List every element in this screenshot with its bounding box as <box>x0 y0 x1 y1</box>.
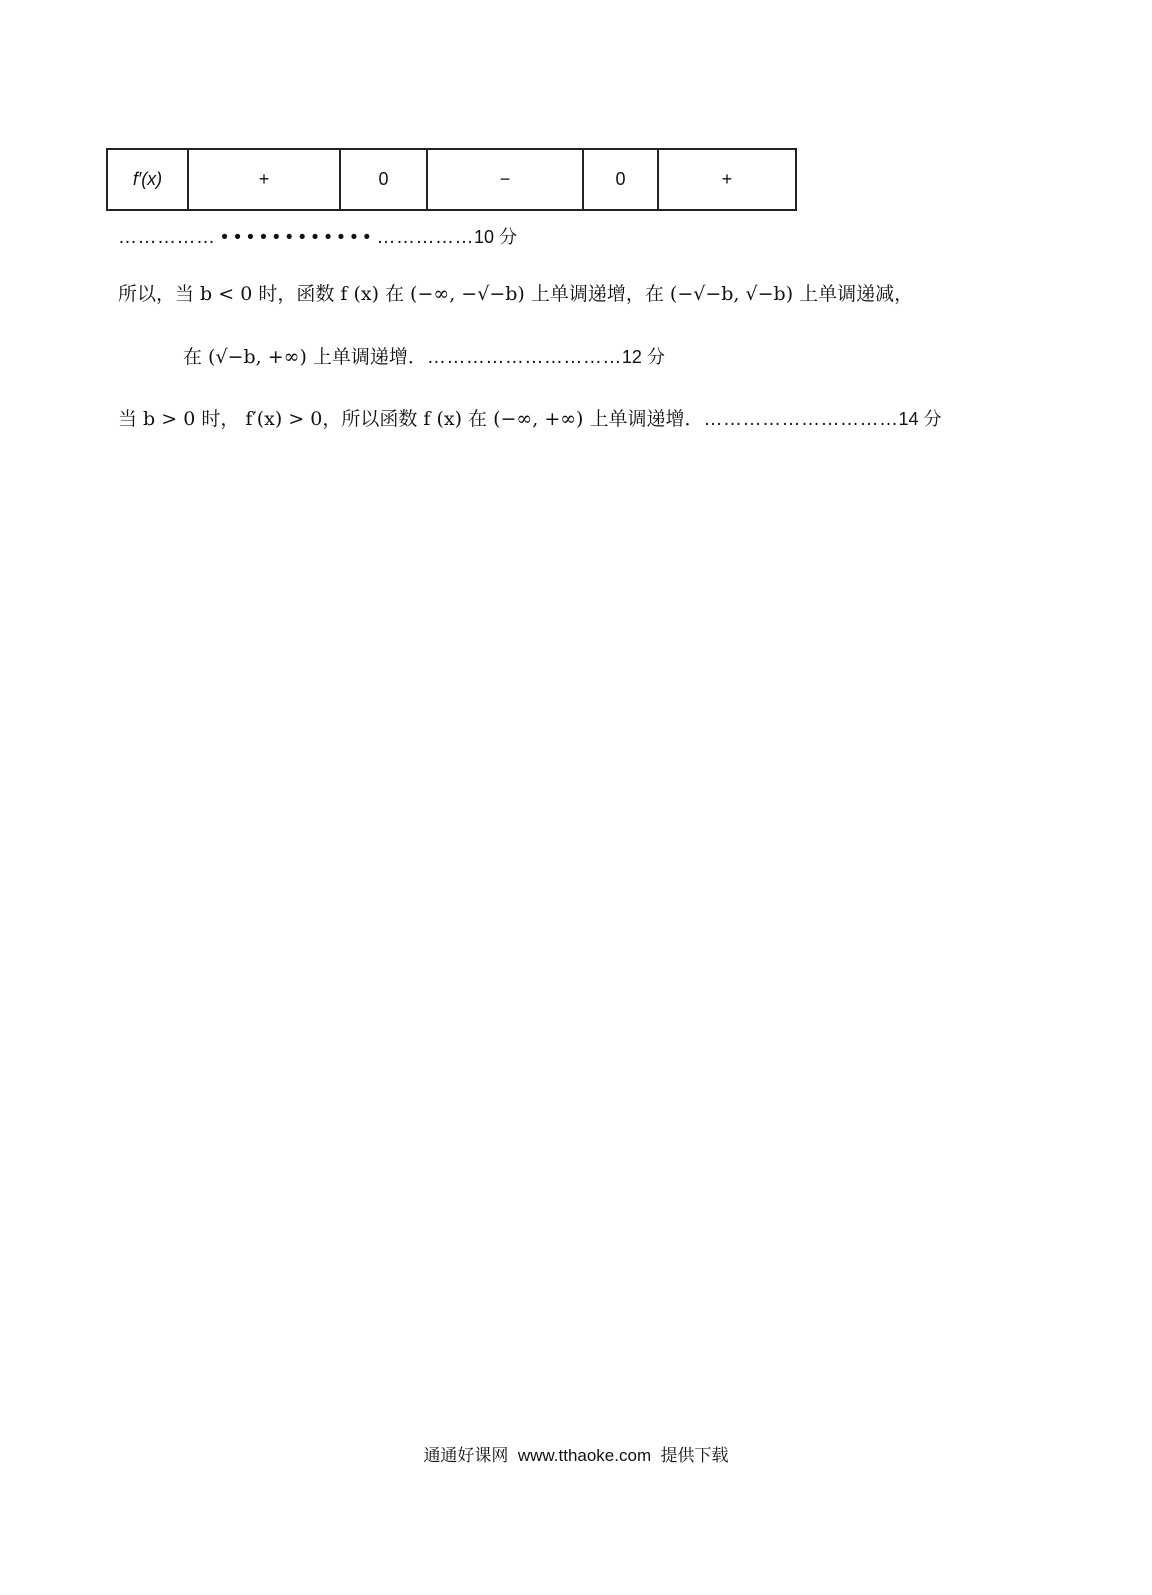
line-text: 当 b > 0 时， f′(x) > 0，所以函数 f (x) 在 (−∞, +∞) 上单调递增． <box>118 408 704 430</box>
footer-source: 通通好课网 www.tthaoke.com 提供下载 <box>423 1446 729 1465</box>
score-label: 10 分 <box>473 227 517 247</box>
zero-cell: 0 <box>583 149 658 210</box>
table-row <box>107 149 796 210</box>
dot-leader: …………… • • • • • • • • • • • • …………… <box>118 227 474 248</box>
sign-cell: + <box>658 149 796 210</box>
zero-cell: 0 <box>340 149 427 210</box>
sign-cell: + <box>188 149 340 210</box>
line-text: 在 (√−b, +∞) 上单调递增． <box>183 346 427 368</box>
derivative-sign-table <box>106 148 797 211</box>
score-line-10 <box>118 222 517 253</box>
conclusion-line-2 <box>183 342 665 373</box>
score-label: 12 分 <box>621 347 665 367</box>
conclusion-line-3 <box>118 404 942 435</box>
dot-leader: ………………………… <box>426 347 622 368</box>
score-label: 14 分 <box>898 409 942 429</box>
sign-cell: − <box>427 149 583 210</box>
dot-leader: ………………………… <box>703 409 899 430</box>
row-header-derivative: f′(x) <box>107 149 188 210</box>
conclusion-line-1: 所以，当 b < 0 时，函数 f (x) 在 (−∞, −√−b) 上单调递增，在 (−√−b, √−b) 上单调递减， <box>118 283 914 305</box>
